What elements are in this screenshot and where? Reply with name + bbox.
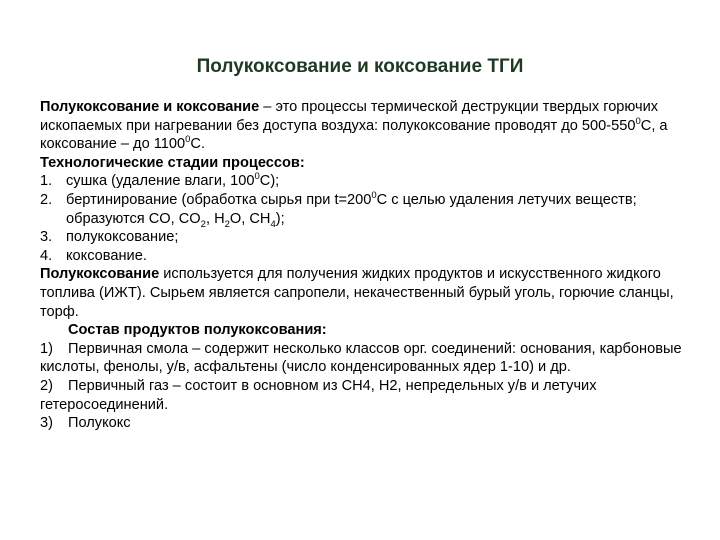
stage-1-text-a: сушка (удаление влаги, 100 xyxy=(66,173,255,190)
stages-heading: Технологические стадии процессов: xyxy=(40,154,305,171)
product-number-2: 2) xyxy=(40,377,53,394)
stage-2-sub-1: 2 xyxy=(200,218,206,230)
product-number-3: 3) xyxy=(40,415,53,432)
stage-item-1 xyxy=(40,172,704,191)
stage-2-text-c: , H xyxy=(205,210,225,227)
stage-text-4: коксование. xyxy=(66,247,147,264)
product-item-3 xyxy=(40,414,704,433)
stage-item-4 xyxy=(40,247,704,266)
stage-2-text-d: O, CH xyxy=(229,210,271,227)
product-item-1 xyxy=(40,340,704,377)
intro-text-b: С, а коксование – до 1100 xyxy=(40,117,668,153)
stage-2-text-e: ); xyxy=(275,210,285,227)
slide-title: Полукоксование и коксование ТГИ xyxy=(196,56,524,77)
intro-text-a: – это процессы термической деструкции твердых горючих ископаемых при нагревании без доступа воздуха: полукоксование проводят до 500-550 xyxy=(40,99,659,134)
slide-body xyxy=(40,98,704,433)
stage-number-3: 3. xyxy=(40,229,53,246)
semicoking-text: используется для получения жидких продуктов и искусственного жидкого топлива (ИЖТ). Сырьем является сапропели, некачественный бурый уголь, горючие сланцы, торф. xyxy=(40,266,674,320)
intro-paragraph xyxy=(40,98,704,154)
stage-2-text-b: С с целью удаления летучих веществ; образуются CO, CO xyxy=(66,191,637,227)
stage-1-text-b: С); xyxy=(259,173,280,190)
product-number-1: 1) xyxy=(40,340,53,357)
stage-item-3 xyxy=(40,228,704,247)
stage-number-1: 1. xyxy=(40,173,53,190)
stage-2-text-a: бертинирование (обработка сырья при t=200 xyxy=(66,191,372,208)
stage-2-sub-2: 2 xyxy=(224,218,230,230)
product-text-1: Первичная смола – содержит несколько классов орг. соединений: основания, карбоновые кислоты, фенолы, у/в, асфальтены (число конденсированных ядер 1-10) и др. xyxy=(40,340,682,376)
intro-text-c: С. xyxy=(190,136,206,153)
product-text-2: Первичный газ – состоит в основном из CH4, H2, непредельных у/в и летучих гетеросоединений. xyxy=(40,377,597,413)
stage-text-2 xyxy=(66,191,704,228)
stage-number-4: 4. xyxy=(40,247,53,264)
product-item-2 xyxy=(40,377,704,414)
intro-sup-1: 0 xyxy=(635,115,641,127)
intro-term: Полукоксование и коксование xyxy=(40,99,260,115)
semicoking-paragraph xyxy=(40,265,704,321)
stage-1-sup: 0 xyxy=(254,171,260,183)
intro-sup-2: 0 xyxy=(185,134,191,146)
products-heading: Состав продуктов полукоксования: xyxy=(68,322,327,339)
stage-item-2 xyxy=(40,191,704,228)
product-text-3: Полукокс xyxy=(68,415,131,432)
semicoking-term: Полукоксование xyxy=(40,266,160,283)
stage-text-3: полукоксование; xyxy=(66,229,179,246)
stage-2-sub-3: 4 xyxy=(270,218,276,230)
stage-2-sup: 0 xyxy=(371,190,377,202)
stage-number-2: 2. xyxy=(40,191,53,208)
stage-text-1 xyxy=(66,172,704,191)
